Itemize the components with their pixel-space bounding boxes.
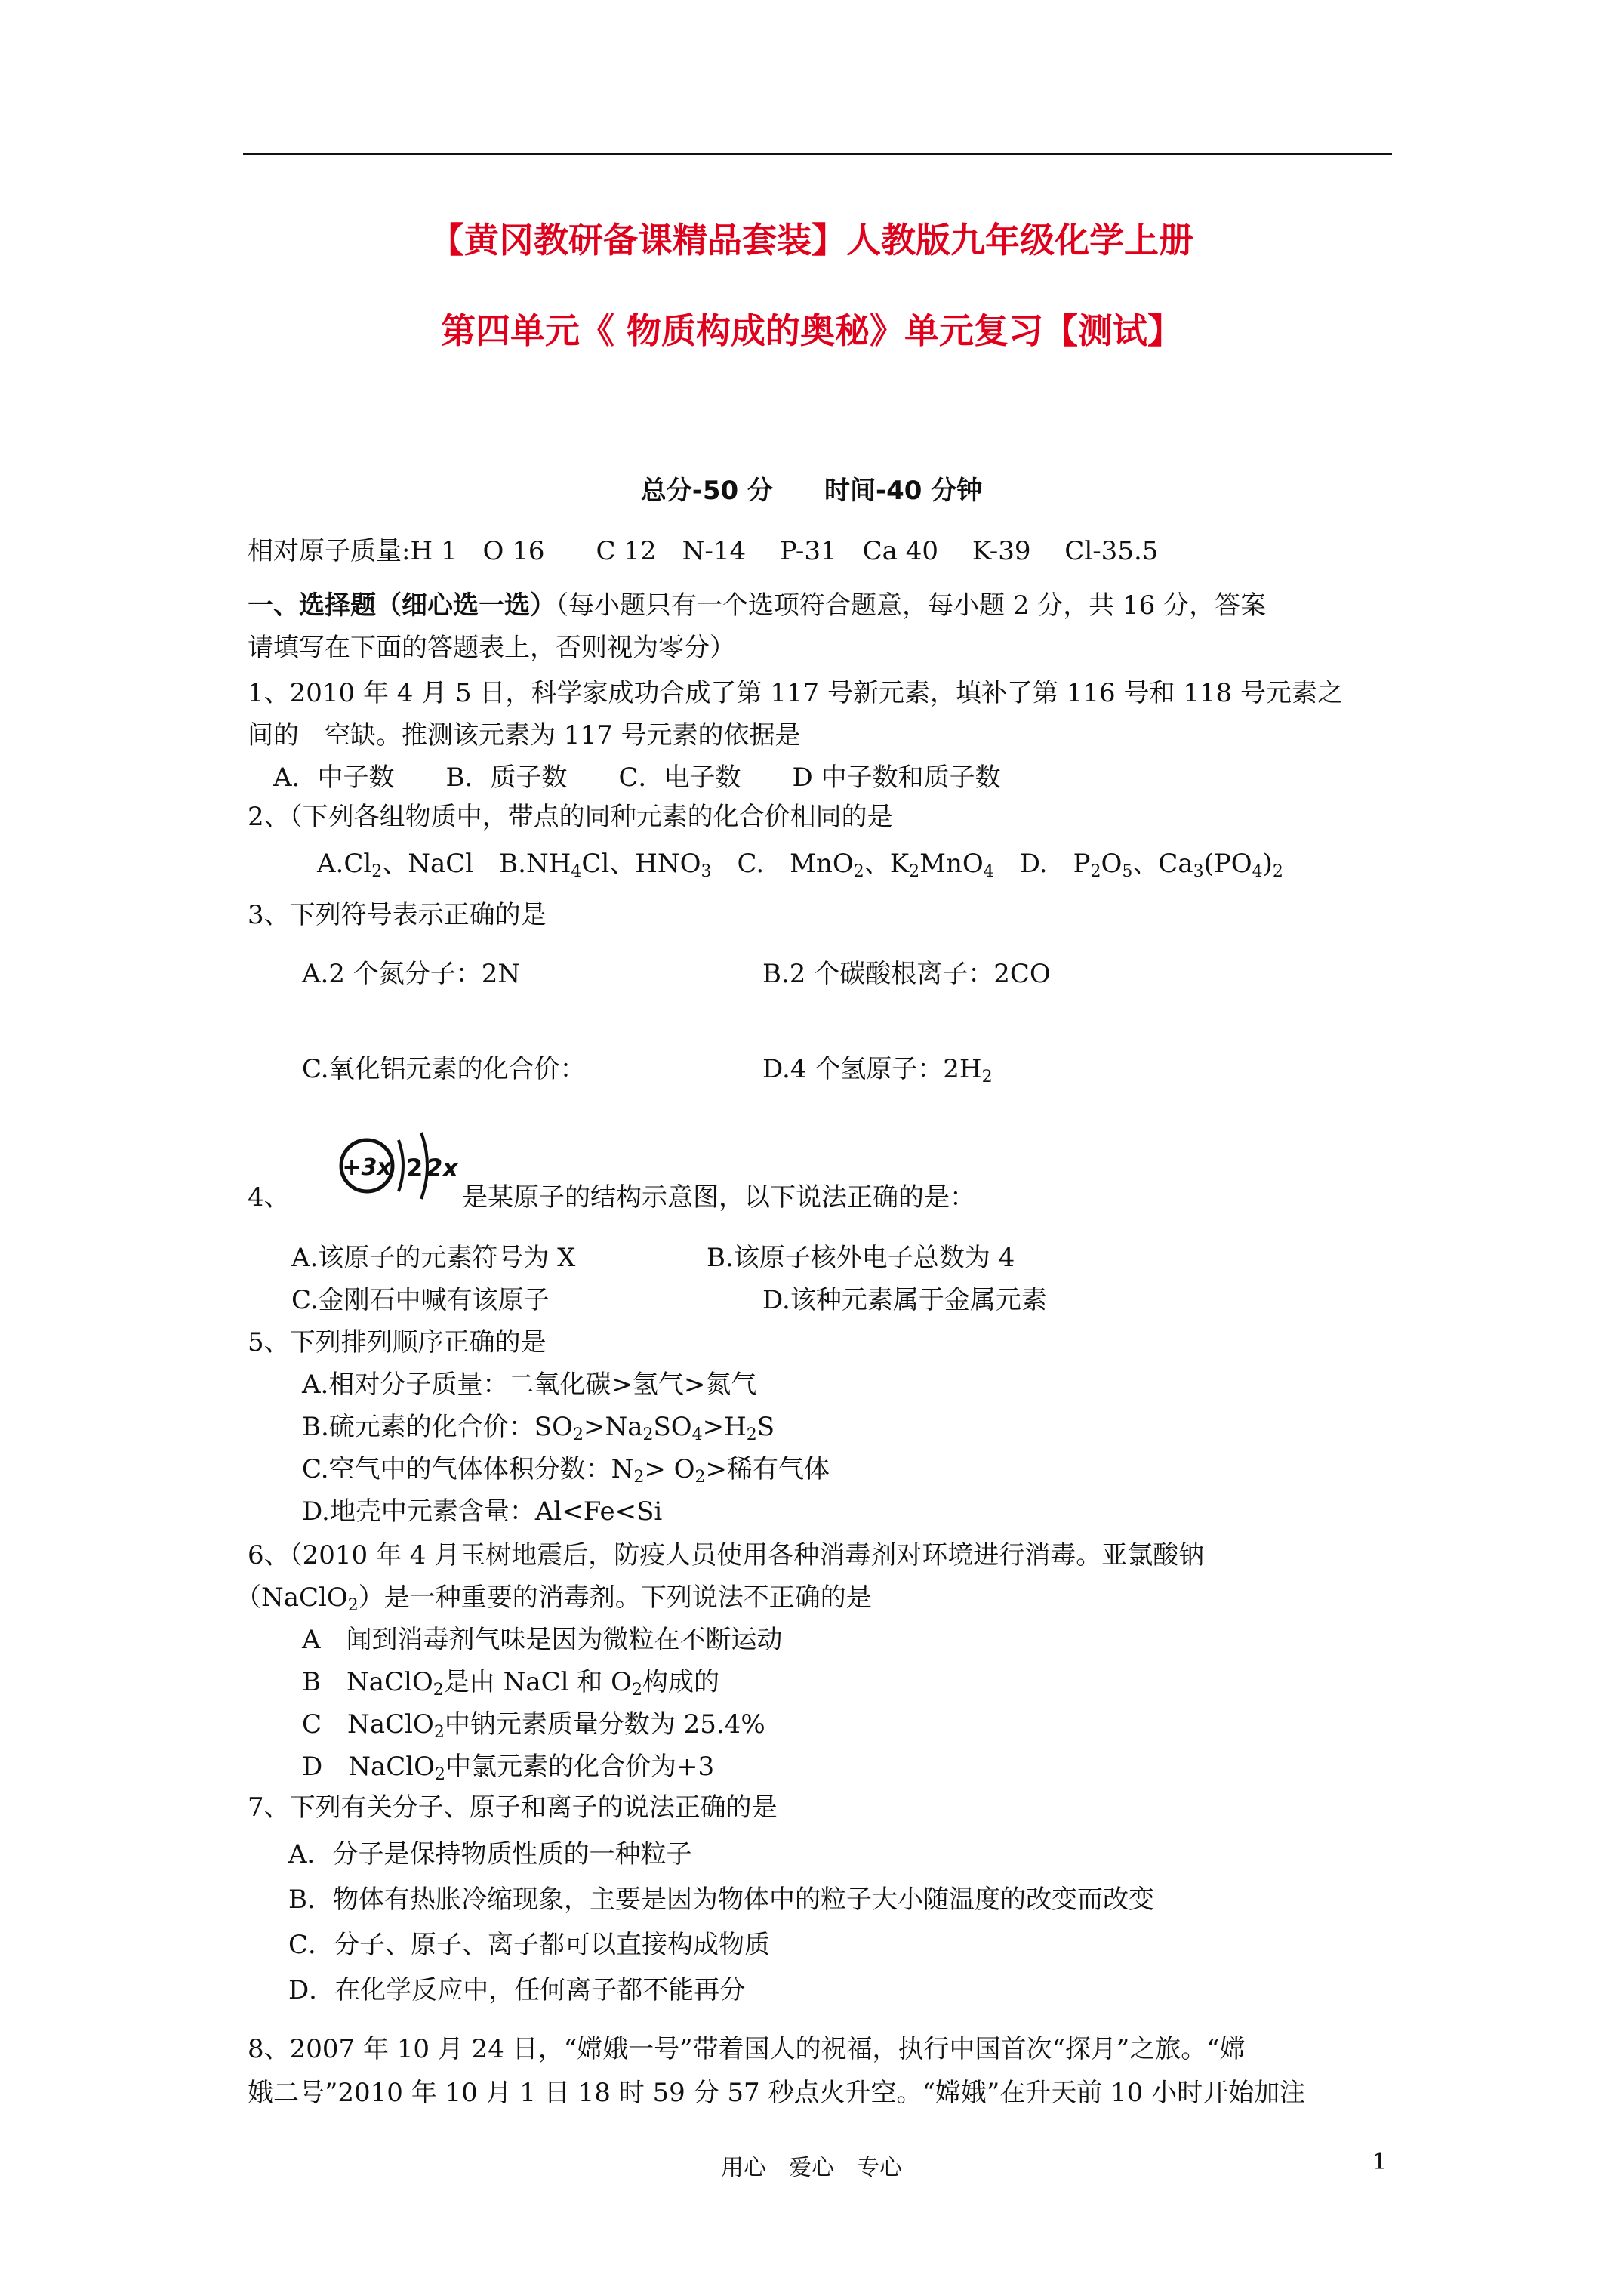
section1-heading: 一、选择题（细心选一选） xyxy=(248,590,556,621)
q5-option-a: A.相对分子质量：二氧化碳>氢气>氮气 xyxy=(302,1370,757,1400)
q2-options: $A.Cl_2$、NaCl $B.NH_4Cl$、$HNO_3$ C. MnO$_2$、$K_2MnO_4$ D. $P_2O_5$、$Ca_3(PO_4)_2$ xyxy=(317,849,1283,881)
q7-option-a: A．分子是保持物质性质的一种粒子 xyxy=(288,1839,692,1869)
footer-motto: 用心 爱心 专心 xyxy=(721,2155,902,2181)
q7-stem: 7、下列有关分子、原子和离子的说法正确的是 xyxy=(248,1792,778,1823)
document-title-line1: 【黄冈教研备课精品套装】人教版九年级化学上册 xyxy=(430,220,1193,260)
section1-instructions-a: （每小题只有一个选项符合题意，每小题 2 分，共 16 分，答案 xyxy=(556,590,1267,621)
q6-option-c: C NaClO$_2$中钠元素质量分数为 25.4% xyxy=(302,1709,765,1742)
q5-option-d: D.地壳中元素含量：Al<Fe<Si xyxy=(302,1496,663,1527)
header-rule xyxy=(243,153,1392,155)
q3-option-d: D.4 个氢原子：$2H_2$ xyxy=(762,1054,993,1086)
q4-option-c: C.金刚石中喊有该原子 xyxy=(291,1285,550,1315)
nucleus-label: +3x xyxy=(342,1154,392,1181)
q4-stem: 是某原子的结构示意图，以下说法正确的是： xyxy=(462,1182,975,1213)
q5-option-c: C.空气中的气体体积分数：$N_2> O_2>$稀有气体 xyxy=(302,1454,830,1487)
q1-line2: 间的 空缺。推测该元素为 117 号元素的依据是 xyxy=(248,720,801,750)
atom-structure-diagram xyxy=(332,1126,458,1217)
section1-instructions-b: 请填写在下面的答题表上，否则视为零分） xyxy=(248,633,735,663)
q7-option-b: B．物体有热胀冷缩现象，主要是因为物体中的粒子大小随温度的改变而改变 xyxy=(288,1885,1154,1915)
score-time: 总分-50 分 时间-40 分钟 xyxy=(640,476,983,506)
q4-option-d: D.该种元素属于金属元素 xyxy=(762,1285,1047,1315)
shell1-electrons: 2 xyxy=(406,1154,423,1182)
q4-number: 4、 xyxy=(248,1182,290,1213)
section1-heading-line xyxy=(248,590,1266,621)
q4-option-a: A.该原子的元素符号为 X xyxy=(291,1243,576,1273)
q6-line1: 6、（2010 年 4 月玉树地震后，防疫人员使用各种消毒剂对环境进行消毒。亚氯酸钠 xyxy=(248,1540,1205,1570)
q8-line1: 8、2007 年 10 月 24 日，“嫦娥一号”带着国人的祝福，执行中国首次“探月”之旅。“嫦 xyxy=(248,2034,1246,2064)
q3-option-c: C.氧化铝元素的化合价： xyxy=(302,1054,586,1084)
q7-option-d: D．在化学反应中，任何离子都不能再分 xyxy=(288,1975,746,2005)
q6-option-d: D NaClO$_2$中氯元素的化合价为+3 xyxy=(302,1752,715,1784)
shell2-electrons: 2x xyxy=(426,1154,458,1182)
q3-stem: 3、下列符号表示正确的是 xyxy=(248,900,547,930)
q7-option-c: C．分子、原子、离子都可以直接构成物质 xyxy=(288,1930,771,1960)
q5-stem: 5、下列排列顺序正确的是 xyxy=(248,1327,547,1358)
q6-line2: （NaClO$_2$）是一种重要的消毒剂。下列说法不正确的是 xyxy=(236,1583,872,1615)
document-title-line2: 第四单元《 物质构成的奥秘》单元复习【测试】 xyxy=(440,310,1182,351)
q6-option-a: A 闻到消毒剂气味是因为微粒在不断运动 xyxy=(302,1625,783,1655)
q2-stem: 2、（下列各组物质中，带点的同种元素的化合价相同的是 xyxy=(248,802,893,832)
q3-option-a: A.2 个氮分子：2N xyxy=(302,959,521,989)
page-number: 1 xyxy=(1372,2149,1387,2175)
atomic-masses: 相对原子质量:H 1 O 16 C 12 N-14 P-31 Ca 40 K-39 Cl-35.5 xyxy=(248,536,1159,566)
q1-line1: 1、2010 年 4 月 5 日，科学家成功合成了第 117 号新元素，填补了第 116 号和 118 号元素之 xyxy=(248,678,1343,708)
q8-line2: 娥二号”2010 年 10 月 1 日 18 时 59 分 57 秒点火升空。“嫦娥”在升天前 10 小时开始加注 xyxy=(248,2078,1306,2108)
q3-option-b: B.2 个碳酸根离子：2CO xyxy=(762,959,1051,989)
q6-option-b: B NaClO$_2$是由 NaCl 和 $O_2$构成的 xyxy=(302,1667,719,1700)
electron-shell-1-arc xyxy=(399,1140,403,1191)
q5-option-b: B.硫元素的化合价：$SO_2>Na_2SO_4>H_2S$ xyxy=(302,1412,775,1444)
q4-option-b: B.该原子核外电子总数为 4 xyxy=(707,1243,1015,1273)
q1-options: A．中子数 B．质子数 C．电子数 D 中子数和质子数 xyxy=(273,763,1001,793)
